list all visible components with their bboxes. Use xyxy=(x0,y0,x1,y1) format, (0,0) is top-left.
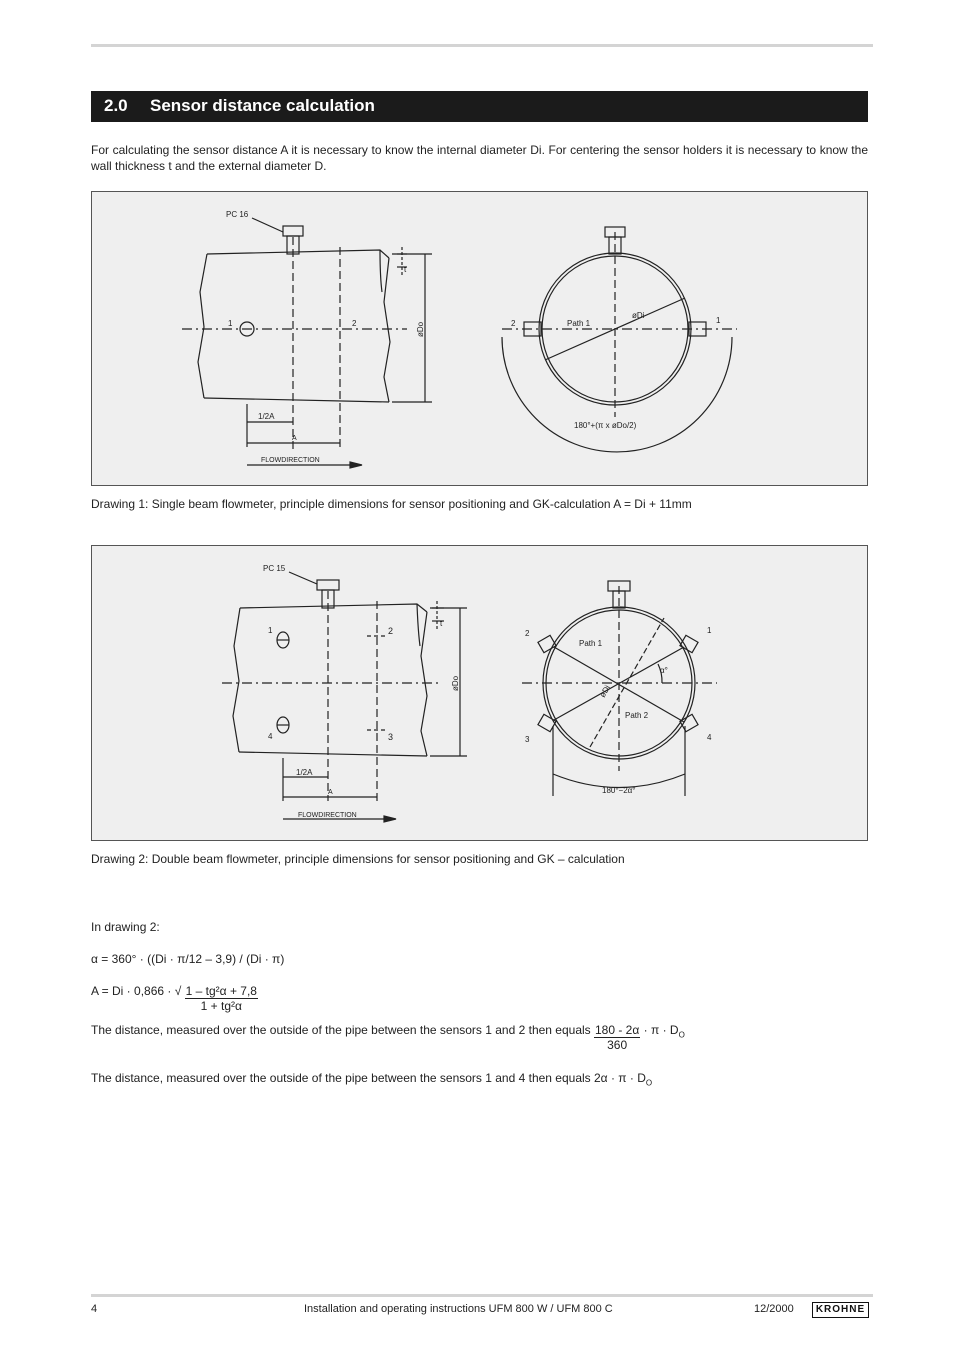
d2-t-label: t xyxy=(440,619,443,628)
section-title: Sensor distance calculation xyxy=(150,96,375,115)
footer-document-title: Installation and operating instructions UFM 800 W / UFM 800 C xyxy=(304,1303,613,1315)
distance-1-2-fraction xyxy=(594,1023,640,1052)
distance-1-2-numerator: 180 - 2α xyxy=(595,1023,640,1037)
bottom-rule xyxy=(91,1294,873,1297)
d1-sensor-2-label: 2 xyxy=(352,319,357,328)
d2-radial-2-label: 2 xyxy=(525,629,530,638)
page-number: 4 xyxy=(91,1303,98,1315)
d1-di-label: øDi xyxy=(632,311,645,320)
d1-t-label: t xyxy=(404,265,407,274)
d1-arc-label: 180°+(π x øDo/2) xyxy=(574,421,637,430)
formulas-intro: In drawing 2: xyxy=(91,920,160,934)
a-formula-fraction xyxy=(185,984,258,1013)
distance-1-2-suffix: · π · D xyxy=(640,1023,679,1037)
d2-path-2-label: Path 2 xyxy=(625,711,649,720)
a-formula xyxy=(91,984,258,1013)
a-formula-numerator: 1 – tg²α xyxy=(185,984,227,998)
drawing-2 xyxy=(91,545,868,841)
distance-1-2-denominator: 360 xyxy=(607,1038,628,1052)
footer-date: 12/2000 xyxy=(754,1303,794,1315)
d2-arc-label: 180°−2α° xyxy=(602,786,636,795)
d1-a-label: A xyxy=(292,435,297,442)
d2-radial-3-label: 3 xyxy=(525,735,530,744)
d2-radial-1-label: 1 xyxy=(707,626,712,635)
d2-sensor-3-label: 3 xyxy=(388,732,394,742)
section-header xyxy=(91,91,868,122)
distance-1-4-text: The distance, measured over the outside of the pipe between the sensors 1 and 4 then equals 2α · π · D xyxy=(91,1071,646,1085)
krohne-logo: KROHNE xyxy=(812,1302,869,1318)
distance-1-2-text: The distance, measured over the outside of the pipe between the sensors 1 and 2 then equals xyxy=(91,1023,594,1037)
section-number: 2.0 xyxy=(104,96,128,115)
alpha-formula: α = 360° · ((Di · π/12 – 3,9) / (Di · π) xyxy=(91,952,285,966)
intro-paragraph: For calculating the sensor distance A it is necessary to know the internal diameter Di. For centering the sensor holders it is necessary to know the wall thickness t and the external diameter D. xyxy=(91,143,868,173)
d2-sensor-2-label: 2 xyxy=(388,626,394,636)
drawing-1 xyxy=(91,191,868,486)
d1-radial-2-label: 2 xyxy=(511,319,516,328)
d2-half-a-label: 1/2A xyxy=(296,768,313,777)
a-formula-prefix: A = Di · 0,866 · √ xyxy=(91,984,182,998)
d2-a-label: A xyxy=(328,789,333,796)
distance-1-4-subscript: O xyxy=(645,1078,653,1088)
d2-do-label: øDo xyxy=(451,675,460,691)
distance-1-2 xyxy=(91,1023,685,1052)
d1-do-label: øDo xyxy=(416,321,425,337)
drawing-2-caption: Drawing 2: Double beam flowmeter, principle dimensions for sensor positioning and GK – calculation xyxy=(91,852,625,866)
d2-alpha-label: α° xyxy=(660,666,668,675)
d1-pc-label: PC 16 xyxy=(226,210,249,219)
d2-pc-label: PC 15 xyxy=(263,564,286,573)
d2-sensor-4-label: 4 xyxy=(268,732,273,741)
d2-radial-4-label: 4 xyxy=(707,733,712,742)
d2-path-1-label: Path 1 xyxy=(579,639,603,648)
drawing-1-caption: Drawing 1: Single beam flowmeter, principle dimensions for sensor positioning and GK-calculation A = Di + 11mm xyxy=(91,497,692,511)
top-rule xyxy=(91,44,873,47)
d2-di-label: øDi xyxy=(597,683,612,699)
d2-flow-label: FLOWDIRECTION xyxy=(298,812,357,819)
distance-1-4 xyxy=(91,1071,652,1087)
a-formula-denominator: 1 + tg²α xyxy=(200,999,242,1013)
d2-sensor-1-label: 1 xyxy=(268,626,273,635)
d1-flow-label: FLOWDIRECTION xyxy=(261,457,320,464)
d1-radial-1-label: 1 xyxy=(716,316,721,325)
a-formula-suffix: + 7,8 xyxy=(226,984,257,998)
d1-half-a-label: 1/2A xyxy=(258,412,275,421)
d1-sensor-1-label: 1 xyxy=(228,319,233,328)
distance-1-2-subscript: O xyxy=(678,1030,685,1040)
d1-path-label: Path 1 xyxy=(567,319,591,328)
